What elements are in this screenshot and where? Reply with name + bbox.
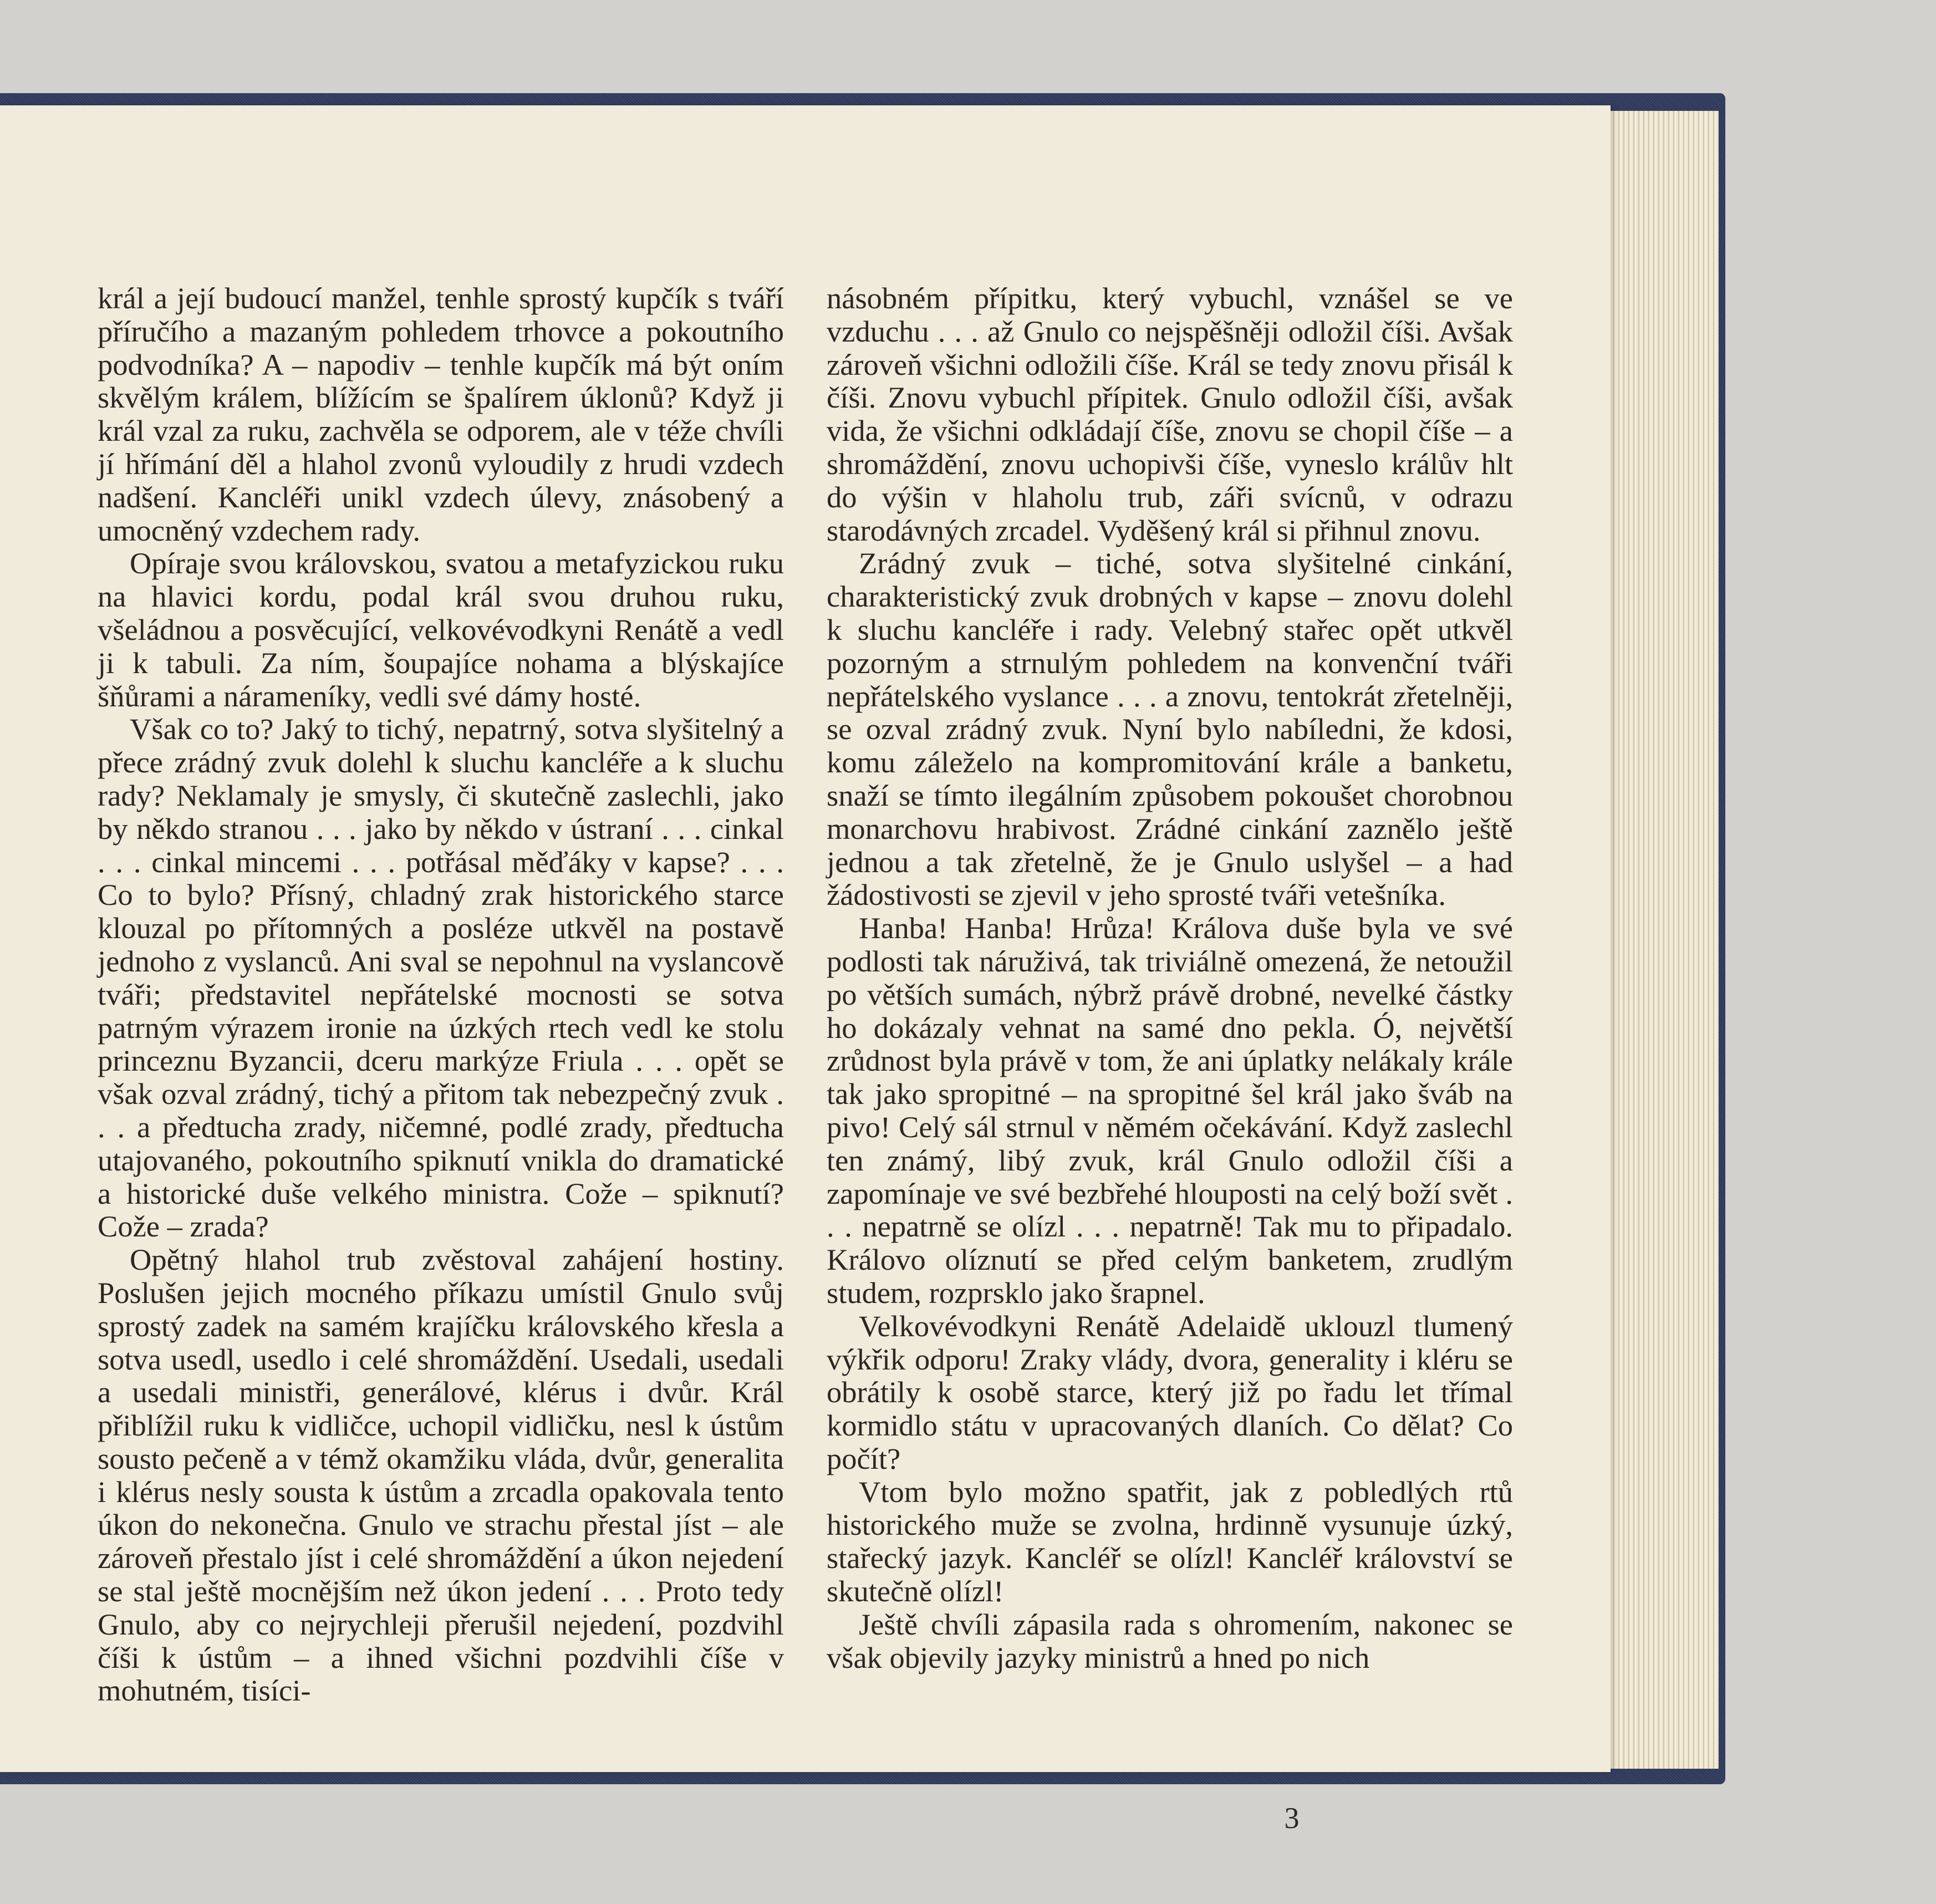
- paragraph: Opíraje svou královskou, svatou a metafyzickou ruku na hlavici kordu, podal král svou druhou ruku, všeládnou a posvěcující, velkovévodkyni Renátě a vedl ji k tabuli. Za ním, šoupajíce nohama a blýskajíce šňůrami a nárameníky, vedli své dámy hosté.: [98, 546, 784, 713]
- paragraph: Vtom bylo možno spatřit, jak z pobledlých rtů historického muže se zvolna, hrdinně vysunuje úzký, stařecký jazyk. Kancléř se olízl! Kancléř království se skutečně olízl!: [827, 1474, 1513, 1608]
- page-number: 3: [1284, 1801, 1300, 1835]
- right-column: [827, 282, 1513, 1674]
- page-edges: [1597, 111, 1719, 1769]
- paragraph: násobném přípitku, který vybuchl, vznášel se ve vzduchu . . . až Gnulo co nejspěšněji odložil číši. Avšak zároveň všichni odložili číše. Král se tedy znovu přisál k číši. Znovu vybuchl přípitek. Gnulo odložil číši, avšak vida, že všichni odkládají číše, znovu se chopil číše – a shromáždění, znovu uchopivši číše, vyneslo králův hlt do výšin v hlaholu trub, záři svícnů, v odrazu starodávných zrcadel. Vyděšený král si přihnul znovu.: [827, 281, 1513, 547]
- paragraph: Hanba! Hanba! Hrůza! Králova duše byla ve své podlosti tak náruživá, tak triviálně omezená, že netoužil po větších sumách, nýbrž právě drobné, nevelké částky ho dokázaly vehnat na samé dno pekla. Ó, největší zrůdnost byla právě v tom, že ani úplatky nelákaly krále tak jako spropitné – na spropitné šel král jako šváb na pivo! Celý sál strnul v němém očekávání. Když zaslechl ten známý, libý zvuk, král Gnulo odložil číši a zapomínaje ve své bezbřehé hlouposti na celý boží svět . . . nepatrně se olízl . . . nepatrně! Tak mu to připadalo. Královo olíznutí se před celým banketem, zrudlým studem, rozprsklo jako šrapnel.: [827, 911, 1513, 1310]
- left-column: [98, 282, 784, 1707]
- paragraph: král a její budoucí manžel, tenhle sprostý kupčík s tváří příručího a mazaným pohledem trhovce a pokoutního podvodníka? A – napodiv – tenhle kupčík má být oním skvělým králem, blížícím se špalírem úklonů? Když ji král vzal za ruku, zachvěla se odporem, ale v téže chvíli jí hřímání děl a hlahol zvonů vyloudily z hrudi vzdech nadšení. Kancléři unikl vzdech úlevy, znásobený a umocněný vzdechem rady.: [98, 281, 784, 547]
- paragraph: Ještě chvíli zápasila rada s ohromením, nakonec se však objevily jazyky ministrů a hned po nich: [827, 1607, 1513, 1674]
- book-page: [0, 105, 1611, 1835]
- paragraph: Zrádný zvuk – tiché, sotva slyšitelné cinkání, charakteristický zvuk drobných v kapse – znovu dolehl k sluchu kancléře i rady. Velebný stařec opět utkvěl pozorným a strnulým pohledem na konvenční tváři nepřátelského vyslance . . . a znovu, tentokrát zřetelněji, se ozval zrádný zvuk. Nyní bylo nabíledni, že kdosi, komu záleželo na kompromitování krále a banketu, snaží se tímto ilegálním způsobem pokoušet chorobnou monarchovu hrabivost. Zrádné cinkání zaznělo ještě jednou a tak zřetelně, že je Gnulo uslyšel – a had žádostivosti se zjevil v jeho sprosté tváři vetešníka.: [827, 546, 1513, 912]
- paragraph: Však co to? Jaký to tichý, nepatrný, sotva slyšitelný a přece zrádný zvuk dolehl k sluchu kancléře a k sluchu rady? Neklamaly je smysly, či skutečně zaslechli, jako by někdo stranou . . . jako by někdo v ústraní . . . cinkal . . . cinkal mincemi . . . potřásal měďáky v kapse? . . . Co to bylo? Přísný, chladný zrak historického starce klouzal po přítomných a posléze utkvěl na postavě jednoho z vyslanců. Ani sval se nepohnul na vyslancově tváři; představitel nepřátelské mocnosti se sotva patrným výrazem ironie na úzkých rtech vedl ke stolu princeznu Byzancii, dceru markýze Friula . . . opět se však ozval zrádný, tichý a přitom tak nebezpečný zvuk . . . a předtucha zrady, ničemné, podlé zrady, předtucha utajovaného, pokoutního spiknutí vnikla do dramatické a historické duše velkého ministra. Cože – spiknutí? Cože – zrada?: [98, 712, 784, 1244]
- paragraph: Velkovévodkyni Renátě Adelaidě uklouzl tlumený výkřik odporu! Zraky vlády, dvora, generality i kléru se obrátily k osobě starce, který již po řadu let třímal kormidlo státu v upracovaných dlaních. Co dělat? Co počít?: [827, 1309, 1513, 1475]
- paragraph: Opětný hlahol trub zvěstoval zahájení hostiny. Poslušen jejich mocného příkazu umístil Gnulo svůj sprostý zadek na samém krajíčku královského křesla a sotva usedl, usedlo i celé shromáždění. Usedali, usedali a usedali ministři, generálové, klérus i dvůr. Král přiblížil ruku k vidličce, uchopil vidličku, nesl k ústům sousto pečeně a v témž okamžiku vláda, dvůr, generalita i klérus nesly sousta k ústům a zrcadla opakovala tento úkon do nekonečna. Gnulo ve strachu přestal jíst – ale zároveň přestalo jíst i celé shromáždění a úkon nejedení se stal ještě mocnějším než úkon jedení . . . Proto tedy Gnulo, aby co nejrychleji přerušil nejedení, pozdvihl číši k ústům – a ihned všichni pozdvihli číše v mohutném, tisíci-: [98, 1243, 784, 1708]
